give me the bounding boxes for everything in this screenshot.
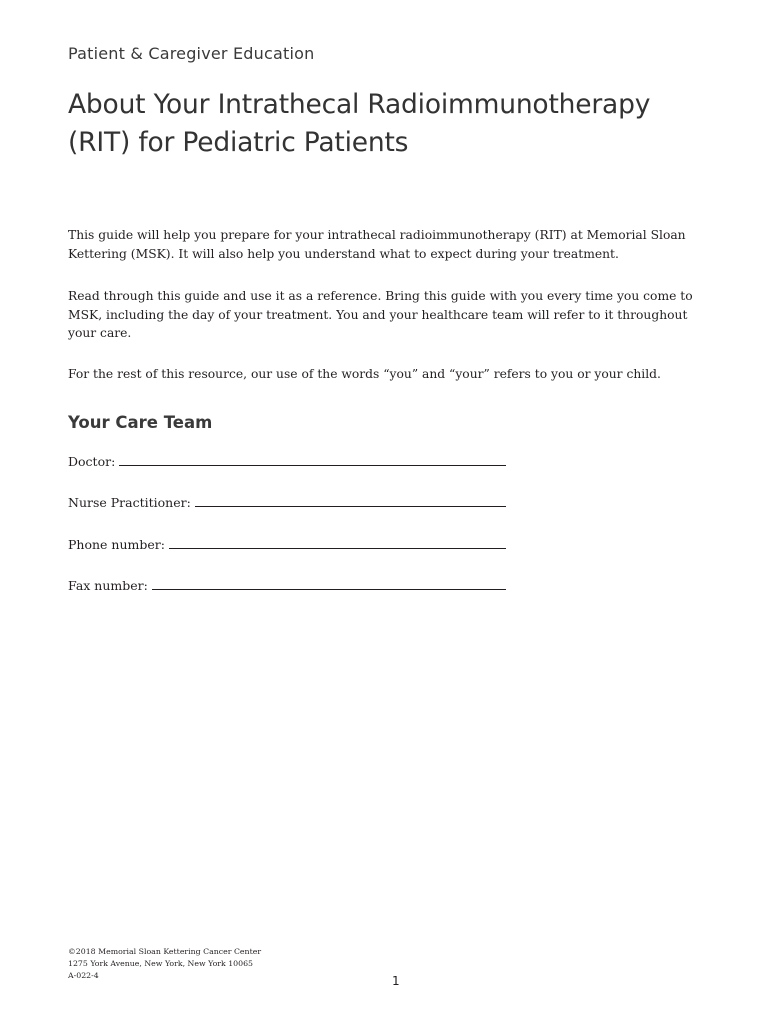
page-number: 1: [392, 974, 400, 988]
document-code: A-022-4: [68, 971, 99, 980]
nurse-practitioner-label: Nurse Practitioner:: [68, 495, 191, 510]
nurse-practitioner-field[interactable]: [68, 494, 506, 510]
nurse-practitioner-fill-line[interactable]: [195, 494, 506, 507]
phone-number-label: Phone number:: [68, 537, 165, 552]
care-team-heading: Your Care Team: [68, 413, 213, 432]
intro-paragraph-1: This guide will help you prepare for your intrathecal radioimmunotherapy (RIT) at Memorial Sloan Kettering (MSK). It will also help you understand what to expect during your treatment.: [68, 228, 686, 261]
fax-number-fill-line[interactable]: [152, 577, 506, 590]
fax-number-label: Fax number:: [68, 578, 148, 593]
doctor-field[interactable]: [68, 453, 506, 469]
fax-number-field[interactable]: [68, 577, 506, 593]
doctor-label: Doctor:: [68, 454, 116, 469]
page-title-line-2: (RIT) for Pediatric Patients: [68, 127, 409, 158]
intro-paragraph-3: For the rest of this resource, our use of the words “you” and “your” refers to you or your child.: [68, 367, 661, 381]
phone-number-fill-line[interactable]: [169, 536, 506, 549]
intro-paragraph-2: Read through this guide and use it as a reference. Bring this guide with you every time you come to MSK, including the day of your treatment. You and your healthcare team will refer to it throughout your care.: [68, 289, 693, 340]
phone-number-field[interactable]: [68, 536, 506, 552]
footer: [68, 946, 261, 982]
page-title: [68, 86, 748, 162]
copyright-text: ©2018 Memorial Sloan Kettering Cancer Center: [68, 947, 262, 956]
doctor-fill-line[interactable]: [119, 453, 506, 466]
kicker-text: Patient & Caregiver Education: [68, 44, 315, 63]
page-title-line-1: About Your Intrathecal Radioimmunotherapy: [68, 89, 651, 120]
address-text: 1275 York Avenue, New York, New York 10065: [68, 959, 254, 968]
